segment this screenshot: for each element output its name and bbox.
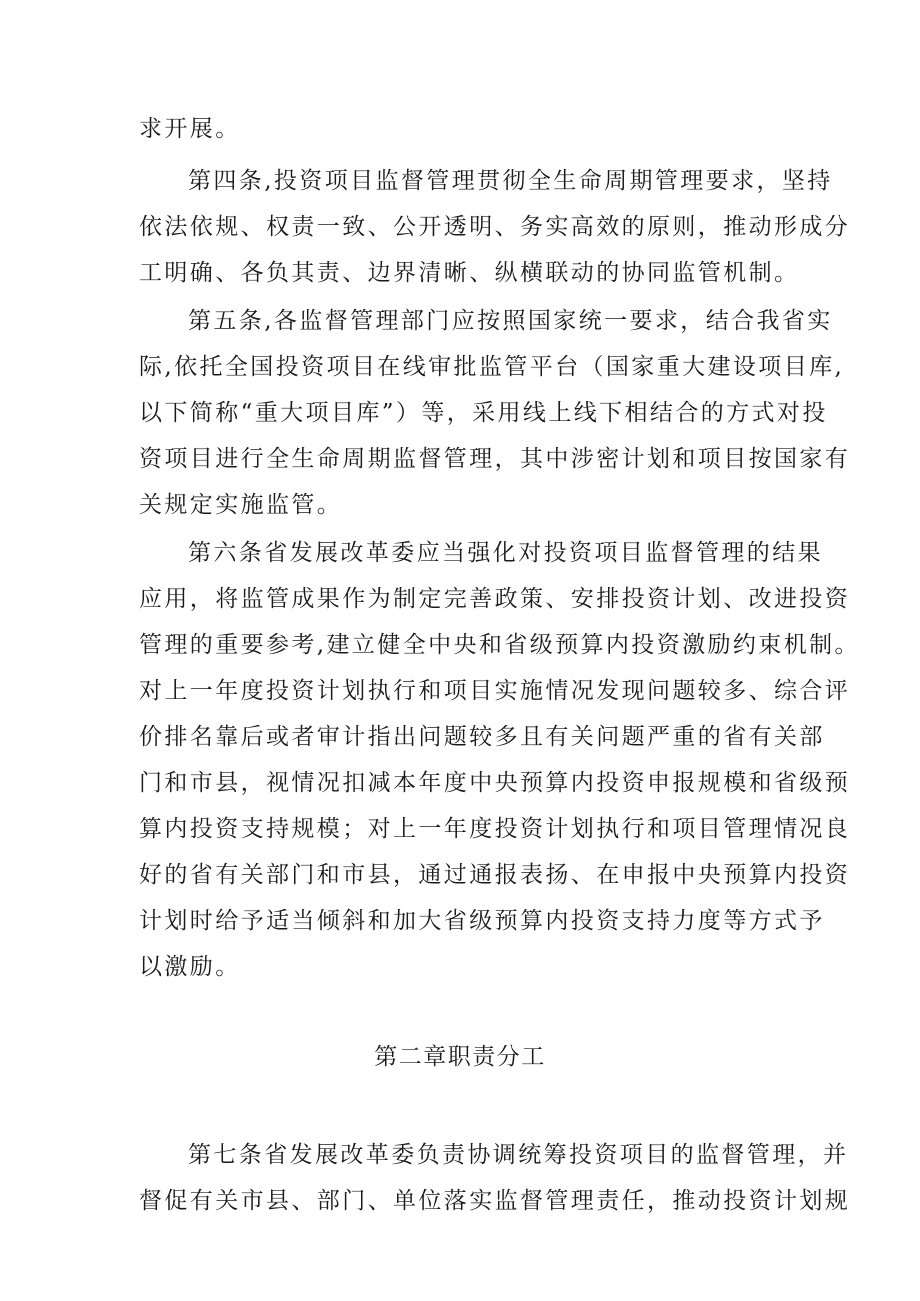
text-line-1: 求开展。 bbox=[139, 116, 241, 142]
text-line-7: 以下简称“重大项目库”）等，采用线上线下相结合的方式对投 bbox=[139, 400, 828, 426]
text-line-2: 第四条,投资项目监督管理贯彻全生命周期管理要求，坚持 bbox=[188, 168, 833, 194]
text-line-13: 对上一年度投资计划执行和项目实施情况发现问题较多、综合评 bbox=[139, 678, 851, 704]
text-line-8: 资项目进行全生命周期监督管理，其中涉密计划和项目按国家有 bbox=[139, 446, 851, 472]
text-line-5: 第五条,各监督管理部门应按照国家统一要求，结合我省实 bbox=[188, 308, 833, 334]
text-line-3: 依法依规、权责一致、公开透明、务实高效的原则，推动形成分 bbox=[139, 214, 851, 240]
text-line-19: 以激励。 bbox=[139, 954, 241, 980]
text-line-18: 计划时给予适当倾斜和加大省级预算内投资支持力度等方式予 bbox=[139, 908, 825, 934]
text-line-16: 算内投资支持规模；对上一年度投资计划执行和项目管理情况良 bbox=[139, 816, 851, 842]
text-line-6: 际,依托全国投资项目在线审批监管平台（国家重大建设项目库, bbox=[139, 354, 845, 380]
chapter-heading: 第二章职责分工 bbox=[374, 1044, 546, 1070]
text-line-4: 工明确、各负其责、边界清晰、纵横联动的协同监管机制。 bbox=[139, 260, 800, 286]
text-line-11: 应用，将监管成果作为制定完善政策、安排投资计划、改进投资 bbox=[139, 586, 851, 612]
text-line-10: 第六条省发展改革委应当强化对投资项目监督管理的结果 bbox=[188, 540, 823, 566]
text-line-21: 督促有关市县、部门、单位落实监督管理责任，推动投资计划规 bbox=[139, 1188, 851, 1214]
text-line-17: 好的省有关部门和市县，通过通报表扬、在申报中央预算内投资 bbox=[139, 862, 851, 888]
text-line-15: 门和市县，视情况扣减本年度中央预算内投资申报规模和省级预 bbox=[139, 770, 851, 796]
text-line-14: 价排名靠后或者审计指出问题较多且有关问题严重的省有关部 bbox=[139, 724, 825, 750]
text-line-9: 关规定实施监管。 bbox=[139, 492, 343, 518]
text-line-20: 第七条省发展改革委负责协调统筹投资项目的监督管理，并 bbox=[188, 1142, 849, 1168]
text-line-12: 管理的重要参考,建立健全中央和省级预算内投资激励约束机制。 bbox=[139, 632, 860, 658]
